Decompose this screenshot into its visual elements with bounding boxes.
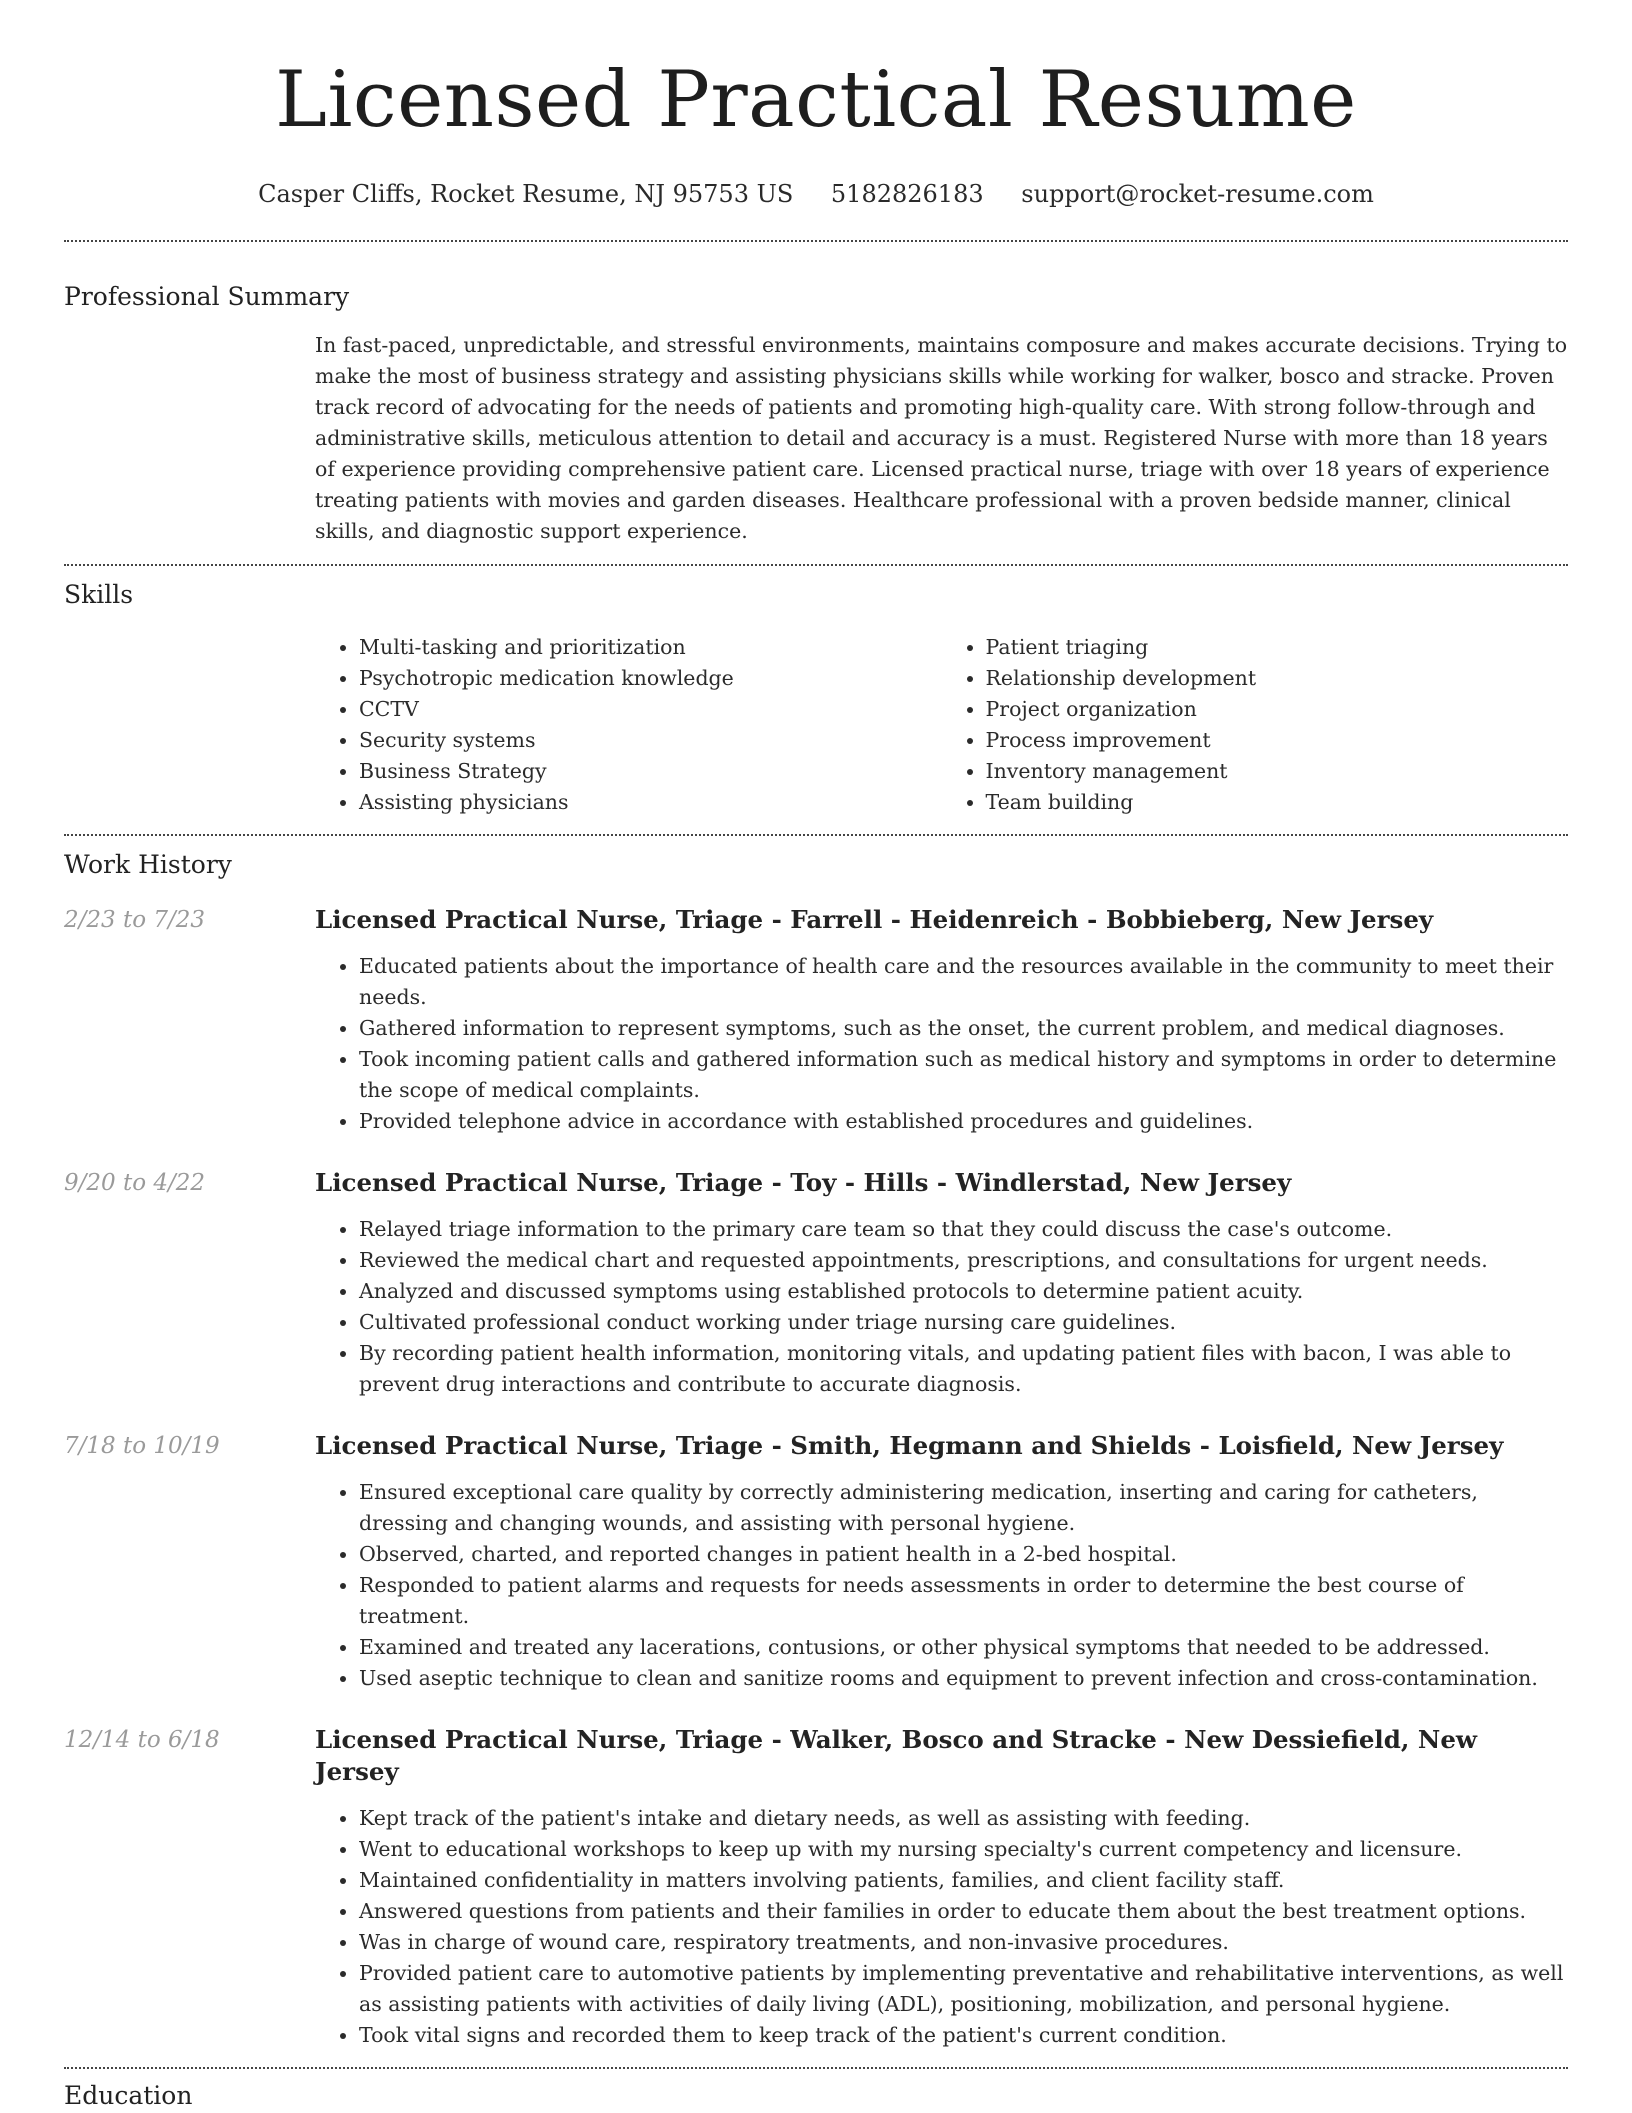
divider [64,240,1568,242]
skill-item: • CCTV [359,694,942,725]
education-section [64,2079,1568,2113]
skill-item: • Assisting physicians [359,787,942,818]
skill-item: • Inventory management [986,756,1569,787]
skills-list-left [315,632,942,818]
summary-heading: Professional Summary [64,282,350,311]
job-bullet: • Provided patient care to automotive patients by implementing preventative and rehabilitative interventions, as well as assisting patients with activities of daily living (ADL), positioning, mobilization, and personal hygiene. [359,1958,1568,2020]
job-bullet: • Maintained confidentiality in matters involving patients, families, and client facility staff. [359,1865,1568,1896]
job-bullets [315,1477,1568,1694]
job-details [315,1724,1568,2051]
job-bullets [315,1803,1568,2051]
job-bullet: • Analyzed and discussed symptoms using established protocols to determine patient acuity. [359,1276,1568,1307]
job-bullet: • Responded to patient alarms and requests for needs assessments in order to determine the best course of treatment. [359,1570,1568,1632]
job-bullet: • Provided telephone advice in accordance with established procedures and guidelines. [359,1106,1568,1137]
contact-email: support@rocket-resume.com [1021,180,1374,208]
education-heading: Education [64,2081,193,2110]
job-date: 9/20 to 4/22 [64,1170,206,1196]
work-section [64,848,1568,2051]
job-details [315,1430,1568,1694]
skills-heading: Skills [64,580,134,609]
resume-title: Licensed Practical Resume [275,55,1357,145]
job-entry [64,1724,1568,2051]
contact-line [64,178,1568,210]
job-title: Licensed Practical Nurse, Triage - Smith, Hegmann and Shields - Loisfield, New Jersey [315,1431,1504,1460]
job-bullet: • Kept track of the patient's intake and dietary needs, as well as assisting with feeding. [359,1803,1568,1834]
skill-item: • Project organization [986,694,1569,725]
job-date: 2/23 to 7/23 [64,907,206,933]
job-bullet: • Took incoming patient calls and gathered information such as medical history and symptoms in order to determine the scope of medical complaints. [359,1044,1568,1106]
job-date: 12/14 to 6/18 [64,1727,220,1753]
job-bullet: • Gathered information to represent symptoms, such as the onset, the current problem, and medical diagnoses. [359,1013,1568,1044]
skills-list-right [942,632,1569,818]
job-bullet: • Ensured exceptional care quality by correctly administering medication, inserting and caring for catheters, dressing and changing wounds, and assisting with personal hygiene. [359,1477,1568,1539]
job-bullet: • Took vital signs and recorded them to keep track of the patient's current condition. [359,2020,1568,2051]
skills-section [64,578,1568,818]
job-title: Licensed Practical Nurse, Triage - Farrell - Heidenreich - Bobbieberg, New Jersey [315,905,1434,934]
skill-item: • Team building [986,787,1569,818]
skill-item: • Multi-tasking and prioritization [359,632,942,663]
work-heading: Work History [64,850,232,879]
skill-item: • Security systems [359,725,942,756]
job-entry [64,1430,1568,1694]
job-bullets [315,1214,1568,1400]
job-bullet: • Educated patients about the importance of health care and the resources available in the community to meet their needs. [359,951,1568,1013]
job-bullet: • Was in charge of wound care, respiratory treatments, and non-invasive procedures. [359,1927,1568,1958]
job-bullet: • Examined and treated any lacerations, contusions, or other physical symptoms that needed to be addressed. [359,1632,1568,1663]
resume-page [64,0,1568,2113]
contact-phone: 5182826183 [830,180,984,208]
skills-grid [315,632,1568,818]
job-details [315,1167,1568,1400]
job-bullet: • Observed, charted, and reported changes in patient health in a 2-bed hospital. [359,1539,1568,1570]
contact-address: Casper Cliffs, Rocket Resume, NJ 95753 US [258,180,794,208]
job-date: 7/18 to 10/19 [64,1433,220,1459]
skill-item: • Business Strategy [359,756,942,787]
divider [64,564,1568,566]
skill-item: • Process improvement [986,725,1569,756]
summary-section [64,280,1568,547]
skill-item: • Psychotropic medication knowledge [359,663,942,694]
job-bullet: • Used aseptic technique to clean and sanitize rooms and equipment to prevent infection and cross-contamination. [359,1663,1568,1694]
job-bullet: • Answered questions from patients and their families in order to educate them about the best treatment options. [359,1896,1568,1927]
divider [64,2067,1568,2069]
job-entry [64,904,1568,1137]
job-bullet: • Relayed triage information to the primary care team so that they could discuss the case's outcome. [359,1214,1568,1245]
skill-item: • Relationship development [986,663,1569,694]
divider [64,834,1568,836]
job-bullet: • Cultivated professional conduct working under triage nursing care guidelines. [359,1307,1568,1338]
skill-item: • Patient triaging [986,632,1569,663]
summary-body [315,330,1568,547]
job-title: Licensed Practical Nurse, Triage - Toy - Hills - Windlerstad, New Jersey [315,1168,1292,1197]
summary-text: In fast-paced, unpredictable, and stressful environments, maintains composure and makes accurate decisions. Trying to make the most of business strategy and assisting physicians skills while working for walker, bosco and stracke. Proven track record of advocating for the needs of patients and promoting high-quality care. With strong follow-through and administrative skills, meticulous attention to detail and accuracy is a must. Registered Nurse with more than 18 years of experience providing comprehensive patient care. Licensed practical nurse, triage with over 18 years of experience treating patients with movies and garden diseases. Healthcare professional with a proven bedside manner, clinical skills, and diagnostic support experience. [315,333,1568,543]
job-entry [64,1167,1568,1400]
job-bullet: • Reviewed the medical chart and requested appointments, prescriptions, and consultations for urgent needs. [359,1245,1568,1276]
job-details [315,904,1568,1137]
job-title: Licensed Practical Nurse, Triage - Walker, Bosco and Stracke - New Dessiefield, New Jersey [315,1725,1477,1786]
job-bullet: • By recording patient health information, monitoring vitals, and updating patient files with bacon, I was able to prevent drug interactions and contribute to accurate diagnosis. [359,1338,1568,1400]
job-bullet: • Went to educational workshops to keep up with my nursing specialty's current competency and licensure. [359,1834,1568,1865]
job-bullets [315,951,1568,1137]
